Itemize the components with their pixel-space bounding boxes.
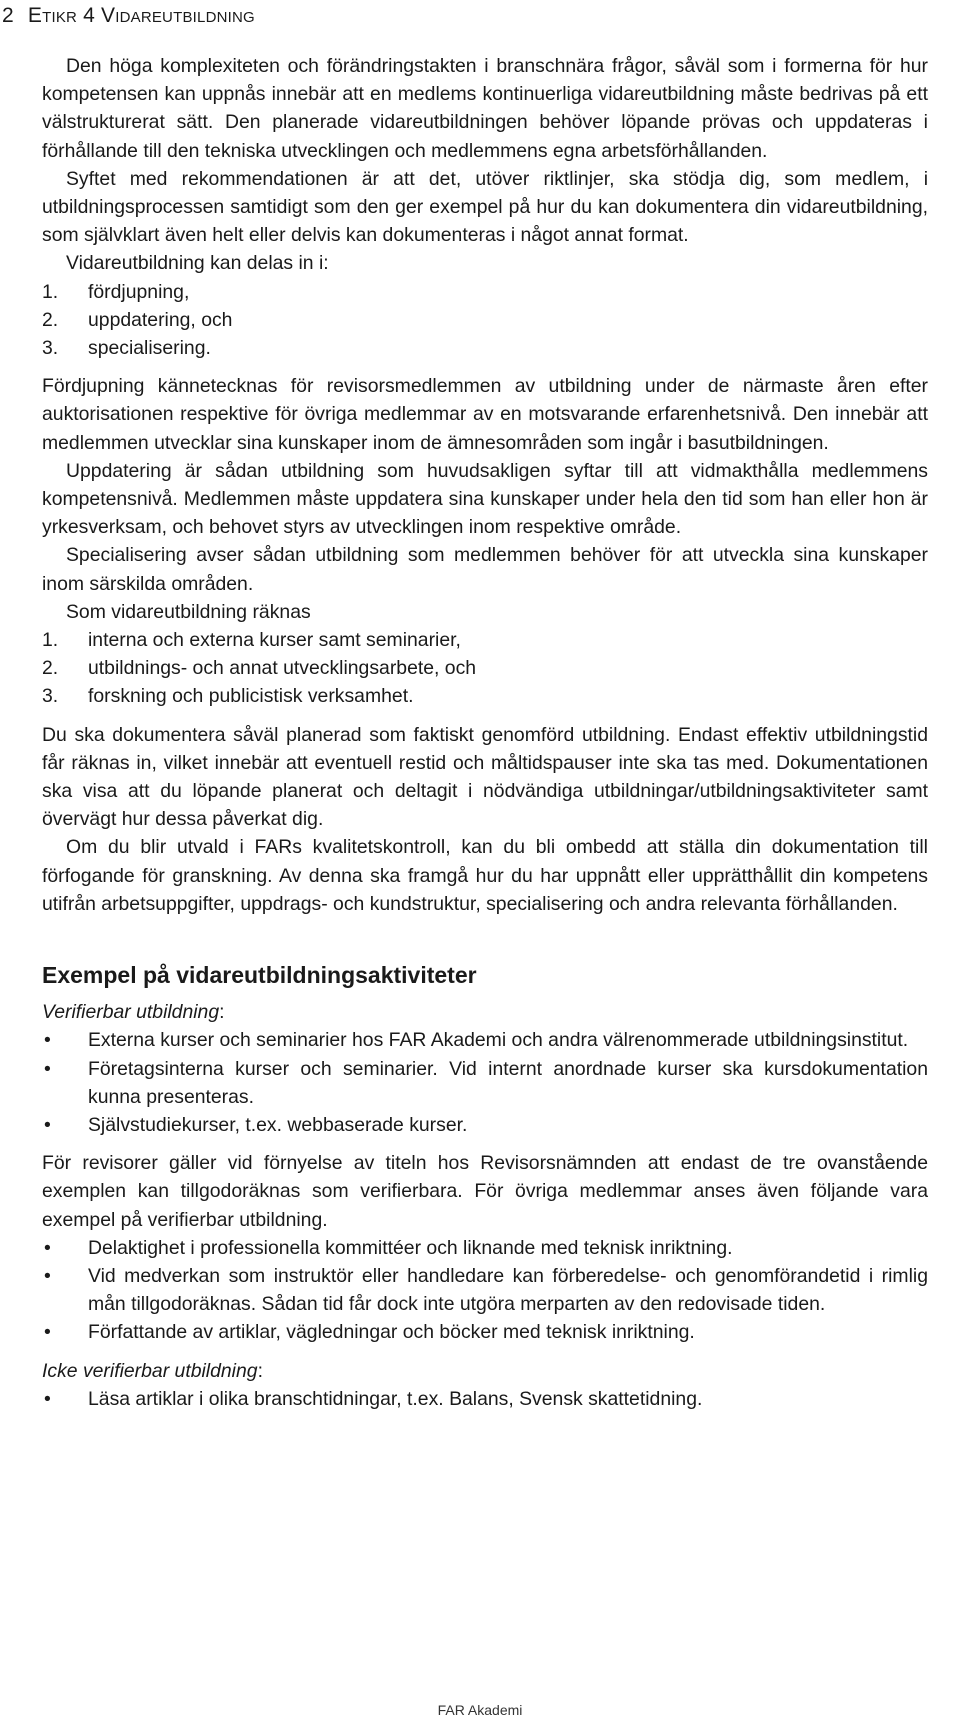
- list-item: • Läsa artiklar i olika branschtidningar, t.ex. Balans, Svensk skattetidning.: [42, 1385, 928, 1413]
- page-content: [42, 52, 928, 1413]
- list-item: • Vid medverkan som instruktör eller handledare kan förberedelse- och genomförandetid i rimlig mån tillgodoräknas. Sådan tid får dock inte utgöra merparten av den redovisade tiden.: [42, 1262, 928, 1318]
- verifiable-list: [42, 1026, 928, 1139]
- bullet-icon: •: [44, 1387, 51, 1410]
- page-header: [2, 4, 255, 28]
- examples-heading: Exempel på vidareutbildningsaktiviteter: [42, 962, 477, 989]
- page-header-title: Etikr 4 Vidareutbildning: [27, 4, 255, 27]
- list-item: 2. uppdatering, och: [42, 308, 233, 331]
- intro-paragraph: Den höga komplexiteten och förändringstakten i branschnära frågor, såväl som i formerna för hur kompetensen kan uppnås innebär att en medlems kontinuerliga vidareutbildning måste bedrivas på ett välstrukturerat sätt. Den planerade vidareutbildningen behöver löpande prövas och uppdateras i förhållande till den tekniska utvecklingen och medlemmens egna arbetsförhållanden.: [42, 55, 928, 162]
- bullet-icon: •: [44, 1057, 51, 1080]
- specialisering-paragraph: Specialisering avser sådan utbildning som medlemmen behöver för att utveckla sina kunskaper inom särskilda områden.: [42, 544, 928, 595]
- bullet-icon: •: [44, 1264, 51, 1287]
- other-verifiable-list: [42, 1234, 928, 1347]
- revisor-paragraph: För revisorer gäller vid förnyelse av titeln hos Revisorsnämnden att endast de tre ovanstående exemplen kan tillgodoräknas som verifierbara. För övriga medlemmar anses även följande vara exempel på verifierbar utbildning.: [42, 1152, 928, 1231]
- list-item: • Externa kurser och seminarier hos FAR Akademi och andra välrenommerade utbildningsinstitut.: [42, 1026, 928, 1054]
- documentation-paragraph: Du ska dokumentera såväl planerad som faktiskt genomförd utbildning. Endast effektiv utbildningstid får räknas in, vilket innebär att eventuell restid och måltidspauser inte ska tas med. Dokumentationen ska visa att du löpande planerat och deltagit i nödvändiga utbildningar/utbildningsaktiviteter samt övervägt hur dessa påverkat dig.: [42, 723, 928, 831]
- list-item: 1. interna och externa kurser samt seminarier,: [42, 629, 461, 652]
- list-item: 2. utbildnings- och annat utvecklingsarbete, och: [42, 657, 477, 680]
- list-item: • Författande av artiklar, vägledningar och böcker med teknisk inriktning.: [42, 1318, 928, 1346]
- fordjupning-paragraph: Fördjupning kännetecknas för revisorsmedlemmen av utbildning under de närmaste åren efter auktorisationen respektive för övriga medlemmar av en motsvarande erfarenhetsnivå. Den innebär att medlemmen utvecklar sina kunskaper inom de ämnesområden som ingår i basutbildningen.: [42, 375, 928, 454]
- counts-as-intro: Som vidareutbildning räknas: [66, 600, 311, 623]
- list-item: 1. fördjupning,: [42, 280, 190, 303]
- page-footer: FAR Akademi: [437, 1702, 523, 1718]
- list-item: • Företagsinterna kurser och seminarier. Vid internt anordnade kurser ska kursdokumentation kunna presenteras.: [42, 1055, 928, 1111]
- list-item: • Delaktighet i professionella kommittéer och liknande med teknisk inriktning.: [42, 1234, 928, 1262]
- list-item: 3. specialisering.: [42, 337, 211, 360]
- quality-control-paragraph: Om du blir utvald i FARs kvalitetskontroll, kan du bli ombedd att ställa din dokumentation till förfogande för granskning. Av denna ska framgå hur du har uppnått eller upprätthållit din kompetens utifrån arbetsuppgifter, uppdrags- och kundstruktur, specialisering och andra relevanta förhållanden.: [42, 836, 928, 915]
- bullet-icon: •: [44, 1236, 51, 1259]
- verifiable-label: Verifierbar utbildning:: [42, 1001, 225, 1024]
- training-types-list: [42, 278, 928, 363]
- counts-as-list: [42, 626, 928, 711]
- bullet-icon: •: [44, 1113, 51, 1136]
- purpose-paragraph: Syftet med rekommendationen är att det, utöver riktlinjer, ska stödja dig, som medlem, i utbildningsprocessen samtidigt som den ger exempel på hur du kan dokumentera din vidareutbildning, som självklart även helt eller delvis kan dokumenteras i något annat format.: [42, 167, 928, 247]
- list-item: • Självstudiekurser, t.ex. webbaserade kurser.: [42, 1111, 928, 1139]
- non-verifiable-label: Icke verifierbar utbildning:: [42, 1359, 263, 1382]
- bullet-icon: •: [44, 1321, 51, 1344]
- list-intro: Vidareutbildning kan delas in i:: [66, 252, 329, 275]
- page-number: 2: [2, 4, 14, 27]
- bullet-icon: •: [44, 1029, 51, 1052]
- list-item: 3. forskning och publicistisk verksamhet.: [42, 685, 414, 708]
- uppdatering-paragraph: Uppdatering är sådan utbildning som huvudsakligen syftar till att vidmakthålla medlemmens kompetensnivå. Medlemmen måste uppdatera sina kunskaper under hela den tid som han eller hon är yrkesverksam, och behovet styrs av utvecklingen inom respektive område.: [42, 459, 928, 539]
- non-verifiable-list: [42, 1385, 928, 1413]
